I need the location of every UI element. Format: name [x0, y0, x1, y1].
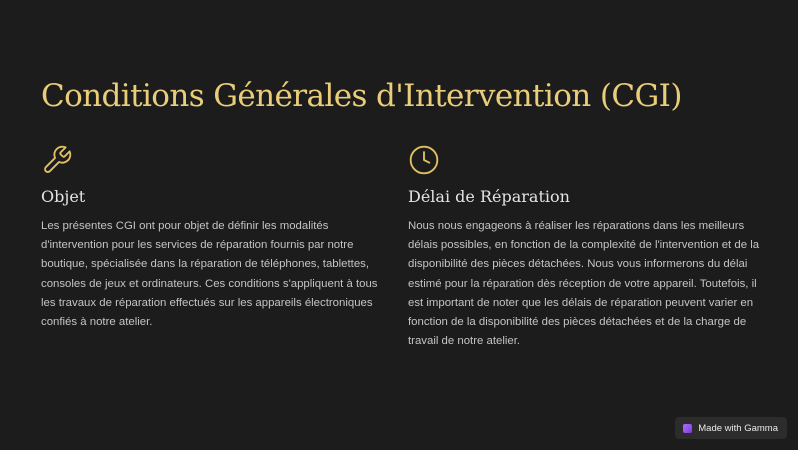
- delai-text: Nous nous engageons à réaliser les réparations dans les meilleurs délais possibles, en fonction de la complexité de l'intervention et de la disponibilité des pièces détachées. Nous vous informerons du délai estimé pour la réparation dès réception de votre appareil. Toutefois, il est important de noter que les délais de réparation peuvent varier en fonction de la disponibilité des pièces détachées et de la charge de travail de notre atelier.: [408, 220, 760, 348]
- column-delai: [408, 144, 764, 351]
- column-objet: [41, 144, 391, 332]
- wrench-icon: [41, 144, 73, 176]
- delai-heading: Délai de Réparation: [408, 187, 570, 206]
- clock-icon: [408, 144, 440, 176]
- objet-heading: Objet: [41, 187, 86, 206]
- objet-text: Les présentes CGI ont pour objet de définir les modalités d'intervention pour les services de réparation fournis par notre boutique, spécialisée dans la réparation de téléphones, tablettes, consoles de jeux et ordinateurs. Ces conditions s'appliquent à tous les travaux de réparation effectués sur les appareils électroniques confiés à notre atelier.: [41, 220, 378, 329]
- page-title: Conditions Générales d'Intervention (CGI): [41, 78, 682, 114]
- made-with-gamma-label: Made with Gamma: [698, 422, 778, 434]
- gamma-logo-icon: [683, 424, 692, 433]
- made-with-gamma-button[interactable]: [675, 417, 787, 439]
